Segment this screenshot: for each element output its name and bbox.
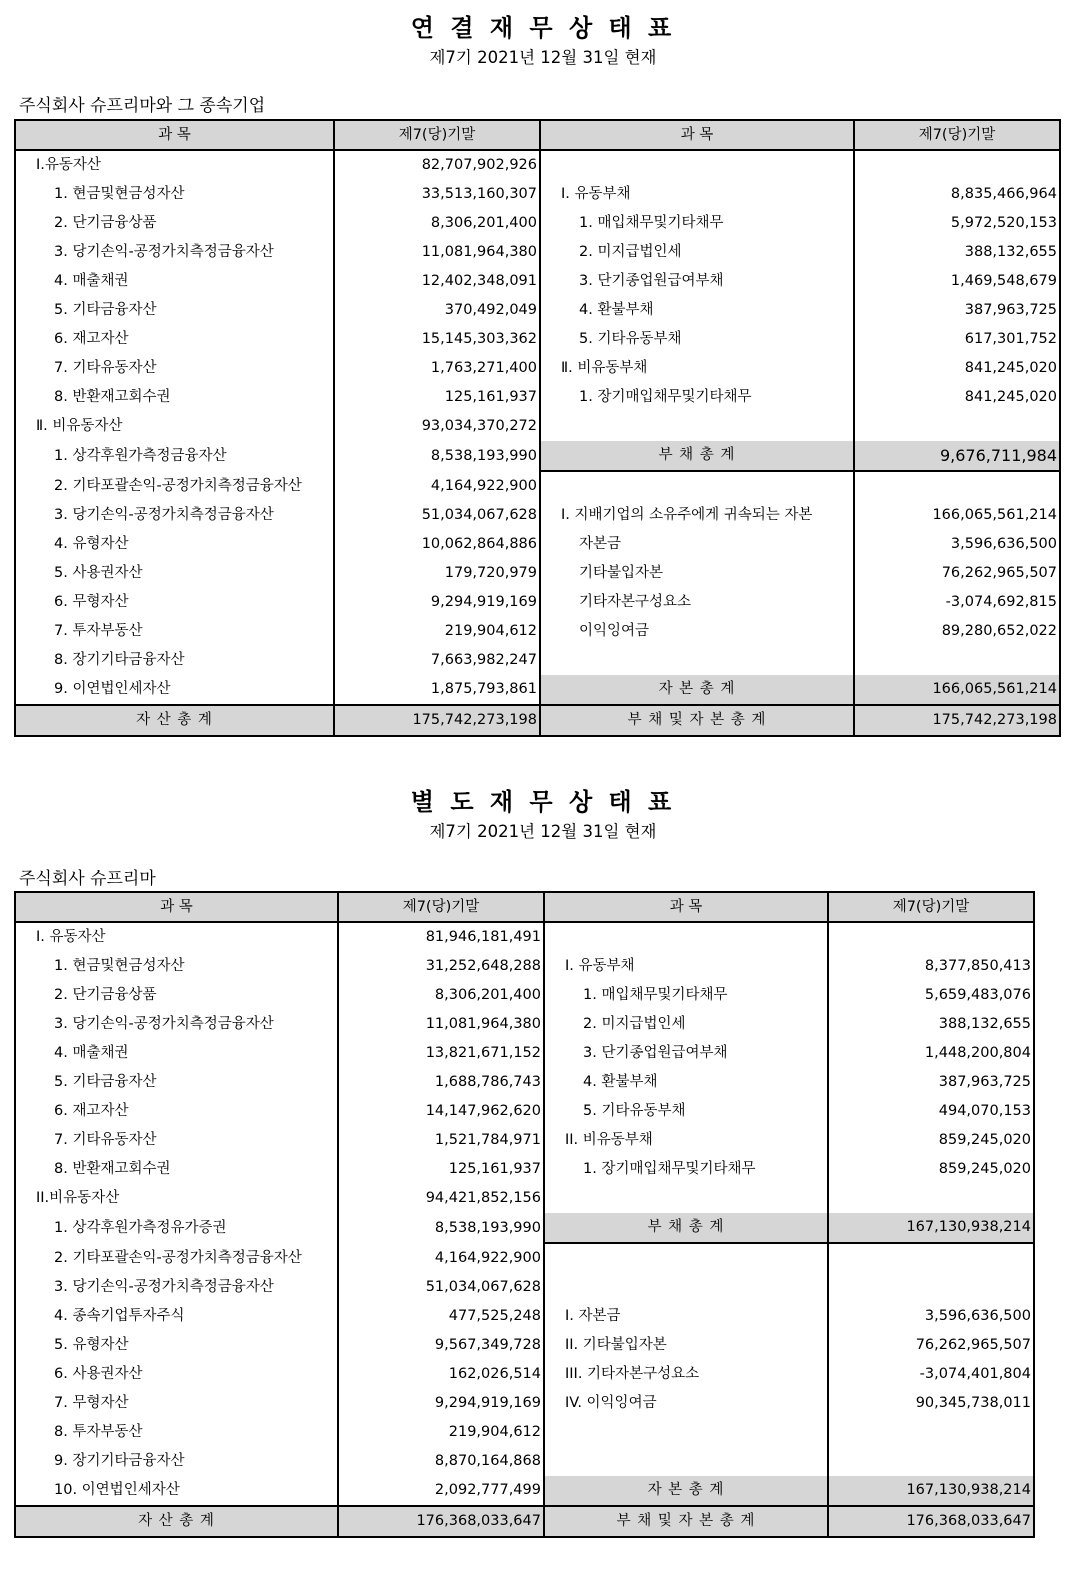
liability-equity-item-label: 5. 기타유동부채 [544,1097,828,1126]
table-row [15,1302,1034,1331]
asset-item-label: 10. 이연법인세자산 [15,1476,338,1506]
liability-equity-item-value [828,1447,1034,1476]
liability-equity-item-label: I. 자본금 [544,1302,828,1331]
liability-equity-item-label: 자 본 총 계 [540,675,854,705]
liability-equity-item-value: 387,963,725 [938,1074,1031,1090]
asset-item-value: 9,294,919,169 [338,1389,544,1418]
total-assets-label: 자 산 총 계 [15,1506,338,1537]
table-row [15,383,1060,412]
liability-equity-item-label [540,412,854,441]
liability-equity-item-label: 기타자본구성요소 [540,588,854,617]
liability-equity-item-label: IV. 이익잉여금 [544,1389,828,1418]
liability-equity-item-label: 3. 단기종업원급여부채 [540,267,854,296]
liability-equity-item-value: 1,448,200,804 [924,1045,1031,1061]
asset-item-value: 11,081,964,380 [338,1010,544,1039]
table-row [15,1389,1034,1418]
table-row [15,981,1034,1010]
liability-equity-item-value: 90,345,738,011 [915,1395,1031,1411]
liability-equity-item-value: 166,065,561,214 [932,507,1057,523]
consolidated-company: 주식회사 슈프리마와 그 종속기업 [19,96,266,116]
liability-equity-item-label [540,646,854,675]
liability-equity-item-label: 4. 환불부채 [544,1068,828,1097]
liability-equity-item-value: 9,676,711,984 [854,441,1060,471]
asset-item-label: 7. 무형자산 [15,1389,338,1418]
liability-equity-item-label: 부 채 총 계 [540,441,854,471]
liability-equity-item-value [854,150,1060,180]
liability-equity-item-label: 1. 매입채무및기타채무 [544,981,828,1010]
liability-equity-item-label: Ⅰ. 유동부채 [540,180,854,209]
liability-equity-item-label: Ⅱ. 비유동부채 [540,354,854,383]
liability-equity-item-value: 3,596,636,500 [950,536,1057,552]
col-header-item: 과 목 [15,892,338,922]
liability-equity-item-value: 841,245,020 [964,360,1057,376]
total-liabilities-equity-label: 부 채 및 자 본 총 계 [540,705,854,736]
table-row [15,1184,1034,1213]
asset-item-value: 4,164,922,900 [334,471,540,501]
asset-item-label: 5. 기타금융자산 [15,296,334,325]
liability-equity-item-label: 이익잉여금 [540,617,854,646]
asset-item-value: 81,946,181,491 [338,922,544,952]
table-row [15,617,1060,646]
asset-item-label: 6. 재고자산 [15,1097,338,1126]
asset-item-value: 8,538,193,990 [334,441,540,471]
asset-item-label: 2. 기타포괄손익-공정가치측정금융자산 [15,1243,338,1273]
total-liabilities-equity-value: 176,368,033,647 [828,1506,1034,1537]
liability-equity-item-label: 자 본 총 계 [544,1476,828,1506]
asset-item-label: I. 유동자산 [15,922,338,952]
liability-equity-item-label [544,1243,828,1273]
liability-equity-item-label: 1. 장기매입채무및기타채무 [540,383,854,412]
liability-equity-item-label: 부 채 총 계 [544,1213,828,1243]
liability-equity-item-label [544,922,828,952]
table-row [15,922,1034,952]
asset-item-value: 8,306,201,400 [334,209,540,238]
consolidated-title: 연 결 재 무 상 태 표 [410,14,676,42]
asset-item-value: 33,513,160,307 [334,180,540,209]
table-row [15,1039,1034,1068]
asset-item-label: 1. 현금및현금성자산 [15,180,334,209]
asset-item-label: 5. 유형자산 [15,1331,338,1360]
separate-company: 주식회사 슈프리마 [19,869,156,889]
table-row [15,354,1060,383]
table-row [15,559,1060,588]
total-liabilities-equity-value: 175,742,273,198 [854,705,1060,736]
liability-equity-item-value: 859,245,020 [938,1161,1031,1177]
asset-item-label: 6. 무형자산 [15,588,334,617]
table-row [15,1476,1034,1506]
liability-equity-item-value: -3,074,692,815 [945,594,1057,610]
liability-equity-item-value: 494,070,153 [938,1103,1031,1119]
table-row [15,1418,1034,1447]
asset-item-value: 477,525,248 [338,1302,544,1331]
liability-equity-item-label [544,1418,828,1447]
table-row [15,530,1060,559]
liability-equity-item-label [540,150,854,180]
table-row [15,471,1060,501]
asset-item-label: 1. 상각후원가측정금융자산 [15,441,334,471]
asset-item-label: 2. 단기금융상품 [15,981,338,1010]
liability-equity-item-label: 1. 매입채무및기타채무 [540,209,854,238]
liability-equity-item-label: 2. 미지급법인세 [544,1010,828,1039]
asset-item-label: 2. 기타포괄손익-공정가치측정금융자산 [15,471,334,501]
liability-equity-item-value: 167,130,938,214 [828,1213,1034,1243]
liability-equity-item-label: Ⅰ. 지배기업의 소유주에게 귀속되는 자본 [540,501,854,530]
liability-equity-item-value: 388,132,655 [938,1016,1031,1032]
liability-equity-item-value: 76,262,965,507 [915,1337,1031,1353]
asset-item-value: 15,145,303,362 [334,325,540,354]
col-header-value: 제7(당)기말 [334,120,540,150]
liability-equity-item-label: I. 유동부채 [544,952,828,981]
liability-equity-item-value: 8,377,850,413 [924,958,1031,974]
col-header-value: 제7(당)기말 [828,892,1034,922]
col-header-value: 제7(당)기말 [854,120,1060,150]
separate-period: 제7기 2021년 12월 31일 현재 [429,822,657,841]
asset-item-label: 6. 사용권자산 [15,1360,338,1389]
asset-item-label: 1. 상각후원가측정유가증권 [15,1213,338,1243]
asset-item-label: 7. 기타유동자산 [15,354,334,383]
asset-item-label: 8. 장기기타금융자산 [15,646,334,675]
liability-equity-item-value [828,1418,1034,1447]
liability-equity-item-label [540,471,854,501]
asset-item-value: 8,870,164,868 [338,1447,544,1476]
liability-equity-item-label: 2. 미지급법인세 [540,238,854,267]
total-row [15,705,1060,736]
table-row [15,952,1034,981]
liability-equity-item-value: 841,245,020 [964,389,1057,405]
asset-item-label: 4. 종속기업투자주식 [15,1302,338,1331]
liability-equity-item-value: 388,132,655 [964,244,1057,260]
liability-equity-item-value: 859,245,020 [938,1132,1031,1148]
liability-equity-item-value: -3,074,401,804 [919,1366,1031,1382]
table-row [15,675,1060,705]
liability-equity-item-value: 3,596,636,500 [924,1308,1031,1324]
asset-item-value: 8,306,201,400 [338,981,544,1010]
asset-item-value: 2,092,777,499 [338,1476,544,1506]
liability-equity-item-value [828,1184,1034,1213]
col-header-item: 과 목 [544,892,828,922]
col-header-value: 제7(당)기말 [338,892,544,922]
liability-equity-item-value: 1,469,548,679 [950,273,1057,289]
liability-equity-item-label: 3. 단기종업원급여부채 [544,1039,828,1068]
table-row [15,238,1060,267]
table-row [15,646,1060,675]
asset-item-label: 3. 당기손익-공정가치측정금융자산 [15,1273,338,1302]
liability-equity-item-label: II. 기타불입자본 [544,1331,828,1360]
asset-item-value: 370,492,049 [334,296,540,325]
col-header-item: 과 목 [540,120,854,150]
total-liabilities-equity-label: 부 채 및 자 본 총 계 [544,1506,828,1537]
table-row [15,501,1060,530]
table-row [15,1331,1034,1360]
separate-balance-sheet-table [14,891,1035,1538]
asset-item-value: 94,421,852,156 [338,1184,544,1213]
liability-equity-item-label: III. 기타자본구성요소 [544,1360,828,1389]
asset-item-value: 51,034,067,628 [338,1273,544,1302]
asset-item-value: 51,034,067,628 [334,501,540,530]
asset-item-value: 125,161,937 [338,1155,544,1184]
liability-equity-item-value: 387,963,725 [964,302,1057,318]
asset-item-label: 3. 당기손익-공정가치측정금융자산 [15,1010,338,1039]
asset-item-value: 162,026,514 [338,1360,544,1389]
asset-item-label: 8. 투자부동산 [15,1418,338,1447]
liability-equity-item-value [854,646,1060,675]
total-row [15,1506,1034,1537]
asset-item-value: 93,034,370,272 [334,412,540,441]
asset-item-value: 1,763,271,400 [334,354,540,383]
asset-item-label: Ⅰ.유동자산 [15,150,334,180]
asset-item-value: 219,904,612 [334,617,540,646]
asset-item-value: 125,161,937 [334,383,540,412]
liability-equity-item-value: 89,280,652,022 [941,623,1057,639]
total-assets-value: 175,742,273,198 [334,705,540,736]
table-row [15,1155,1034,1184]
consolidated-period: 제7기 2021년 12월 31일 현재 [429,48,657,67]
table-row [15,1447,1034,1476]
asset-item-label: 9. 이연법인세자산 [15,675,334,705]
table-row [15,1126,1034,1155]
table-row [15,441,1060,471]
asset-item-value: 4,164,922,900 [338,1243,544,1273]
asset-item-value: 14,147,962,620 [338,1097,544,1126]
liability-equity-item-label: 자본금 [540,530,854,559]
liability-equity-item-value: 76,262,965,507 [941,565,1057,581]
asset-item-value: 179,720,979 [334,559,540,588]
asset-item-value: 1,875,793,861 [334,675,540,705]
asset-item-value: 1,521,784,971 [338,1126,544,1155]
asset-item-label: 5. 사용권자산 [15,559,334,588]
table-row [15,180,1060,209]
table-row [15,296,1060,325]
total-assets-label: 자 산 총 계 [15,705,334,736]
liability-equity-item-value: 8,835,466,964 [950,186,1057,202]
asset-item-label: Ⅱ. 비유동자산 [15,412,334,441]
asset-item-label: II.비유동자산 [15,1184,338,1213]
liability-equity-item-value: 617,301,752 [964,331,1057,347]
table-row [15,1213,1034,1243]
liability-equity-item-value: 167,130,938,214 [828,1476,1034,1506]
liability-equity-item-value: 166,065,561,214 [854,675,1060,705]
asset-item-value: 82,707,902,926 [334,150,540,180]
liability-equity-item-value [854,471,1060,501]
table-row [15,1097,1034,1126]
asset-item-label: 7. 투자부동산 [15,617,334,646]
asset-item-value: 1,688,786,743 [338,1068,544,1097]
liability-equity-item-label: 5. 기타유동부채 [540,325,854,354]
liability-equity-item-value: 5,972,520,153 [950,215,1057,231]
asset-item-value: 8,538,193,990 [338,1213,544,1243]
table-row [15,1010,1034,1039]
liability-equity-item-label [544,1184,828,1213]
asset-item-label: 7. 기타유동자산 [15,1126,338,1155]
asset-item-label: 4. 매출채권 [15,267,334,296]
asset-item-value: 31,252,648,288 [338,952,544,981]
asset-item-value: 13,821,671,152 [338,1039,544,1068]
separate-title: 별 도 재 무 상 태 표 [410,788,676,816]
asset-item-label: 5. 기타금융자산 [15,1068,338,1097]
table-row [15,325,1060,354]
table-row [15,1360,1034,1389]
asset-item-value: 12,402,348,091 [334,267,540,296]
liability-equity-item-label [544,1273,828,1302]
liability-equity-item-label: 기타불입자본 [540,559,854,588]
liability-equity-item-value: 5,659,483,076 [924,987,1031,1003]
asset-item-label: 1. 현금및현금성자산 [15,952,338,981]
asset-item-value: 9,567,349,728 [338,1331,544,1360]
table-row [15,1273,1034,1302]
table-row [15,150,1060,180]
asset-item-label: 4. 매출채권 [15,1039,338,1068]
total-assets-value: 176,368,033,647 [338,1506,544,1537]
liability-equity-item-value [828,922,1034,952]
asset-item-label: 2. 단기금융상품 [15,209,334,238]
table-row [15,412,1060,441]
table-row [15,1068,1034,1097]
asset-item-value: 11,081,964,380 [334,238,540,267]
asset-item-value: 10,062,864,886 [334,530,540,559]
table-row [15,588,1060,617]
liability-equity-item-label: 1. 장기매입채무및기타채무 [544,1155,828,1184]
asset-item-label: 3. 당기손익-공정가치측정금융자산 [15,238,334,267]
asset-item-label: 4. 유형자산 [15,530,334,559]
liability-equity-item-label: 4. 환불부채 [540,296,854,325]
consolidated-balance-sheet-table [14,119,1061,737]
asset-item-label: 9. 장기기타금융자산 [15,1447,338,1476]
asset-item-label: 3. 당기손익-공정가치측정금융자산 [15,501,334,530]
asset-item-label: 8. 반환재고회수권 [15,1155,338,1184]
table-row [15,1243,1034,1273]
liability-equity-item-value [828,1273,1034,1302]
table-row [15,267,1060,296]
table-row [15,209,1060,238]
asset-item-label: 8. 반환재고회수권 [15,383,334,412]
asset-item-value: 9,294,919,169 [334,588,540,617]
liability-equity-item-label: II. 비유동부채 [544,1126,828,1155]
liability-equity-item-value [854,412,1060,441]
col-header-item: 과 목 [15,120,334,150]
liability-equity-item-label [544,1447,828,1476]
asset-item-value: 219,904,612 [338,1418,544,1447]
liability-equity-item-value [828,1243,1034,1273]
asset-item-value: 7,663,982,247 [334,646,540,675]
asset-item-label: 6. 재고자산 [15,325,334,354]
